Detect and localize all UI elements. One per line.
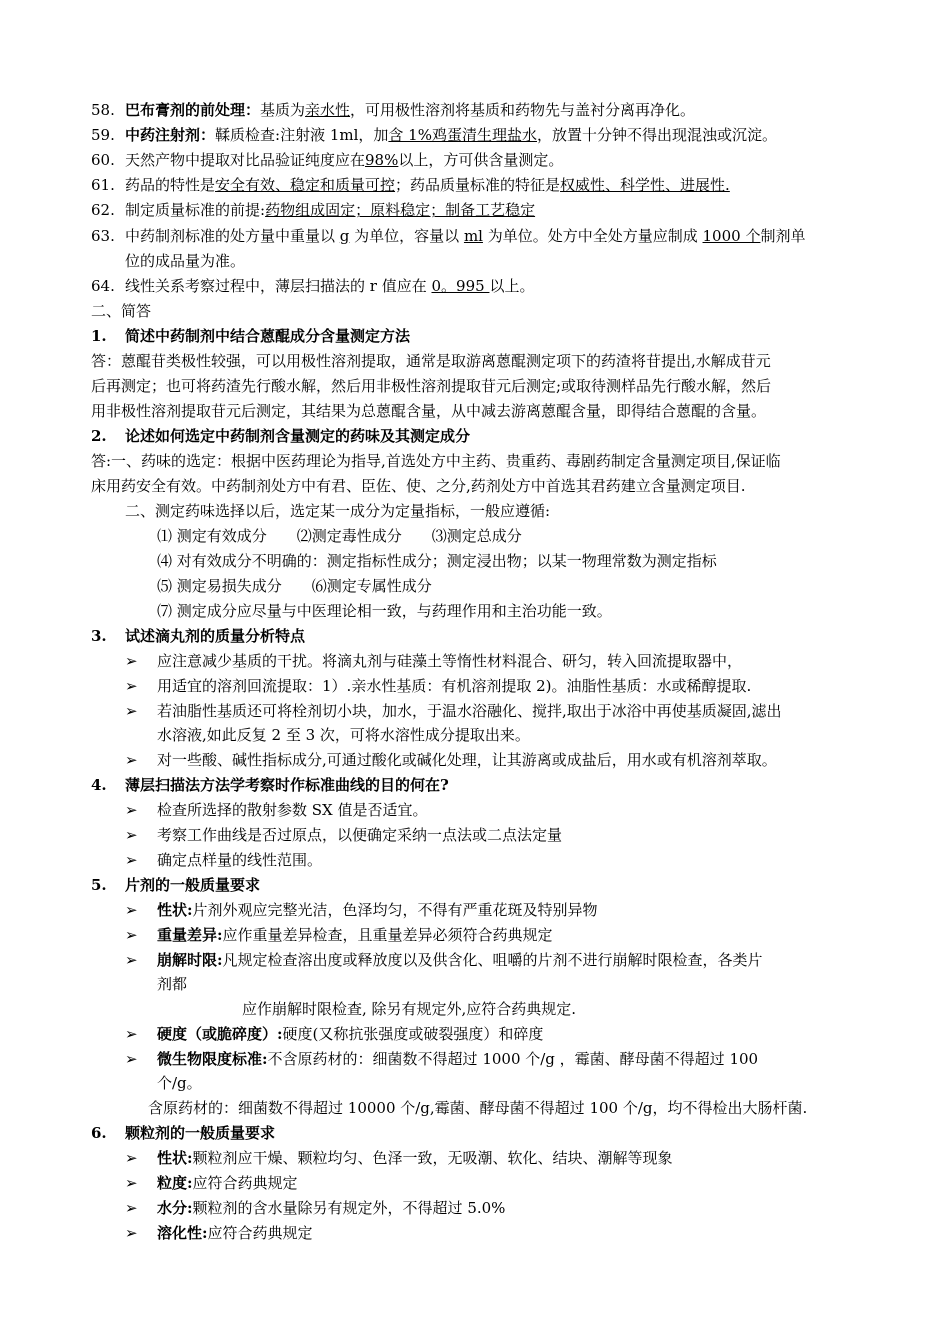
criteria-item: ⑷ 对有效成分不明确的：测定指标性成分；测定浸出物；以某一物理常数为测定指标 xyxy=(157,552,717,570)
question-number: 2. xyxy=(91,427,107,445)
question-1-title xyxy=(91,324,410,348)
bullet-body: 片剂外观应完整光洁，色泽均匀，不得有严重花斑及特别异物 xyxy=(192,901,598,919)
bullet-text: 个/g。 xyxy=(157,1074,202,1092)
item-text: 药品的特性是 xyxy=(125,176,216,194)
bullet-body: 不含原药材的：细菌数不得超过 1000 个/g ，霉菌、酵母菌不得超过 100 xyxy=(267,1050,759,1068)
item-60 xyxy=(91,148,563,172)
question-title: 薄层扫描法方法学考察时作标准曲线的目的何在? xyxy=(125,776,449,794)
underlined-answer: 安全有效、稳定和质量可控 xyxy=(215,176,396,194)
underlined-answer: 亲水性 xyxy=(305,101,351,119)
bullet-label: 性状: xyxy=(157,901,193,919)
bullet-arrow-icon: ➢ xyxy=(125,1199,138,1217)
question-title: 颗粒剂的一般质量要求 xyxy=(125,1124,276,1142)
item-text: 线性关系考察过程中，薄层扫描法的 r 值应在 xyxy=(125,277,432,295)
bullet-arrow-icon: ➢ xyxy=(125,801,138,819)
bullet-arrow-icon: ➢ xyxy=(125,1050,138,1068)
item-number: 64. xyxy=(91,277,115,295)
item-63 xyxy=(91,224,805,248)
bullet-text xyxy=(157,948,763,972)
question-number: 4. xyxy=(91,776,107,794)
bullet-label: 水分: xyxy=(157,1199,193,1217)
item-label: 巴布膏剂的前处理： xyxy=(125,101,261,119)
question-2-title xyxy=(91,424,470,448)
question-number: 3. xyxy=(91,627,107,645)
question-number: 6. xyxy=(91,1124,107,1142)
bullet-arrow-icon: ➢ xyxy=(125,1025,138,1043)
bullet-text: 水溶液,如此反复 2 至 3 次，可将水溶性成分提取出来。 xyxy=(157,726,530,744)
question-4-title xyxy=(91,773,449,797)
bullet-body: 凡规定检查溶出度或释放度以及供含化、咀嚼的片剂不进行崩解时限检查，各类片 xyxy=(222,951,763,969)
bullet-arrow-icon: ➢ xyxy=(125,926,138,944)
item-number: 60. xyxy=(91,151,115,169)
item-number: 58. xyxy=(91,101,115,119)
criteria-item: ⑸ 测定易损失成分 xyxy=(157,577,282,595)
item-58 xyxy=(91,98,695,122)
item-text: ；药品质量标准的特征是 xyxy=(395,176,561,194)
question-number: 1. xyxy=(91,327,107,345)
item-text: 以上，方可供含量测定。 xyxy=(398,151,564,169)
item-label: 中药注射剂： xyxy=(125,126,216,144)
bullet-body: 硬度(又称抗张强度或破裂强度）和碎度 xyxy=(282,1025,544,1043)
bullet-body: 应符合药典规定 xyxy=(207,1224,313,1242)
bullet-arrow-icon: ➢ xyxy=(125,1174,138,1192)
answer-line: 二、测定药味选择以后，选定某一成分为定量指标，一般应遵循: xyxy=(125,502,551,520)
bullet-label: 崩解时限: xyxy=(157,951,223,969)
question-title: 片剂的一般质量要求 xyxy=(125,876,261,894)
bullet-arrow-icon: ➢ xyxy=(125,826,138,844)
question-title: 试述滴丸剂的质量分析特点 xyxy=(125,627,306,645)
criteria-item: ⑹测定专属性成分 xyxy=(311,577,432,595)
answer-line: 用非极性溶剂提取苷元后测定，其结果为总蒽醌含量，从中减去游离蒽醌含量，即得结合蒽醌的含量。 xyxy=(91,402,767,420)
underlined-answer: 药物组成固定；原料稳定；制备工艺稳定 xyxy=(265,201,536,219)
item-text: 鞣质检查:注射液 1ml，加 xyxy=(215,126,389,144)
bullet-text: 应注意减少基质的干扰。将滴丸剂与硅藻土等惰性材料混合、研匀，转入回流提取器中， xyxy=(157,652,743,670)
question-title: 论述如何选定中药制剂含量测定的药味及其测定成分 xyxy=(125,427,471,445)
bullet-label: 微生物限度标准: xyxy=(157,1050,268,1068)
item-text: 中药制剂标准的处方量中重量以 xyxy=(125,227,340,245)
bullet-label: 重量差异: xyxy=(157,926,223,944)
item-text: ，放置十分钟不得出现混浊或沉淀。 xyxy=(536,126,777,144)
item-text: 制剂单 xyxy=(760,227,806,245)
question-5-title xyxy=(91,873,260,897)
answer-line: 答:一、药味的选定：根据中医药理论为指导,首选处方中主药、贵重药、毒剧药制定含量测定项目,保证临 xyxy=(91,452,781,470)
item-text: 基质为 xyxy=(260,101,306,119)
underlined-answer: 98% xyxy=(365,151,399,169)
answer-line: 答：蒽醌苷类极性较强，可以用极性溶剂提取，通常是取游离蒽醌测定项下的药渣将苷提出,水解成苷元 xyxy=(91,352,771,370)
bullet-arrow-icon: ➢ xyxy=(125,1149,138,1167)
answer-line: 床用药安全有效。中药制剂处方中有君、臣佐、使、之分,药剂处方中首选其君药建立含量测定项目. xyxy=(91,477,746,495)
underlined-answer: ml xyxy=(463,227,483,245)
bullet-text xyxy=(157,1022,543,1046)
item-text: 制定质量标准的前提: xyxy=(125,201,266,219)
criteria-item: ⑶测定总成分 xyxy=(431,527,522,545)
criteria-line xyxy=(157,524,522,548)
bullet-body: 应符合药典规定 xyxy=(192,1174,298,1192)
bullet-text xyxy=(157,923,553,947)
question-title: 简述中药制剂中结合蒽醌成分含量测定方法 xyxy=(125,327,411,345)
item-59 xyxy=(91,123,777,147)
bullet-text: 考察工作曲线是否过原点，以便确定采纳一点法或二点法定量 xyxy=(157,826,563,844)
bullet-text: 含原药材的：细菌数不得超过 10000 个/g,霉菌、酵母菌不得超过 100 个/g，均不得检出大肠杆菌. xyxy=(148,1099,808,1117)
bullet-body: 颗粒剂应干燥、颗粒均匀、色泽一致，无吸潮、软化、结块、潮解等现象 xyxy=(192,1149,673,1167)
bullet-text: 若油脂性基质还可将栓剂切小块，加水，于温水浴融化、搅拌,取出于冰浴中再使基质凝固,滤出 xyxy=(157,702,782,720)
underlined-answer: g xyxy=(339,227,350,245)
bullet-arrow-icon: ➢ xyxy=(125,1224,138,1242)
item-number: 61. xyxy=(91,176,115,194)
item-62 xyxy=(91,198,535,222)
item-text: 以上。 xyxy=(489,277,535,295)
bullet-label: 性状: xyxy=(157,1149,193,1167)
question-6-title xyxy=(91,1121,275,1145)
criteria-line xyxy=(157,574,432,598)
item-number: 62. xyxy=(91,201,115,219)
bullet-text xyxy=(157,1221,313,1245)
question-3-title xyxy=(91,624,305,648)
item-number: 63. xyxy=(91,227,115,245)
item-61 xyxy=(91,173,730,197)
question-number: 5. xyxy=(91,876,107,894)
criteria-item: ⑴ 测定有效成分 xyxy=(157,527,267,545)
bullet-arrow-icon: ➢ xyxy=(125,751,138,769)
item-63-continuation: 位的成品量为准。 xyxy=(125,252,246,270)
bullet-arrow-icon: ➢ xyxy=(125,652,138,670)
bullet-text: 应作崩解时限检查, 除另有规定外,应符合药典规定. xyxy=(242,1000,577,1018)
underlined-answer: 1000 个 xyxy=(702,227,761,245)
criteria-item: ⑺ 测定成分应尽量与中医理论相一致，与药理作用和主治功能一致。 xyxy=(157,602,612,620)
item-text: 为单位，容量以 xyxy=(349,227,464,245)
underlined-answer: 权威性、科学性、进展性. xyxy=(560,176,730,194)
bullet-text: 检查所选择的散射参数 SX 值是否适宜。 xyxy=(157,801,428,819)
bullet-text: 剂都 xyxy=(157,975,188,993)
item-text: 为单位。处方中全处方量应制成 xyxy=(482,227,703,245)
item-number: 59. xyxy=(91,126,115,144)
bullet-text xyxy=(157,898,598,922)
section-heading: 二、简答 xyxy=(91,302,152,320)
bullet-text xyxy=(157,1171,298,1195)
underlined-answer: 0。995 xyxy=(431,277,490,295)
bullet-label: 溶化性: xyxy=(157,1224,208,1242)
bullet-text xyxy=(157,1146,673,1170)
answer-line: 后再测定；也可将药渣先行酸水解，然后用非极性溶剂提取苷元后测定;或取待测样品先行酸水解，然后 xyxy=(91,377,772,395)
bullet-arrow-icon: ➢ xyxy=(125,901,138,919)
bullet-text: 确定点样量的线性范围。 xyxy=(157,851,323,869)
bullet-arrow-icon: ➢ xyxy=(125,951,138,969)
bullet-arrow-icon: ➢ xyxy=(125,677,138,695)
bullet-label: 粒度: xyxy=(157,1174,193,1192)
criteria-item: ⑵测定毒性成分 xyxy=(296,527,402,545)
bullet-arrow-icon: ➢ xyxy=(125,851,138,869)
bullet-body: 颗粒剂的含水量除另有规定外，不得超过 5.0% xyxy=(192,1199,506,1217)
item-text: ，可用极性溶剂将基质和药物先与盖衬分离再净化。 xyxy=(350,101,696,119)
bullet-body: 应作重量差异检查，且重量差异必须符合药典规定 xyxy=(222,926,553,944)
bullet-text xyxy=(157,1047,758,1071)
bullet-text xyxy=(157,1196,505,1220)
bullet-label: 硬度（或脆碎度）: xyxy=(157,1025,283,1043)
item-text: 天然产物中提取对比品验证纯度应在 xyxy=(125,151,366,169)
item-64 xyxy=(91,274,534,298)
bullet-arrow-icon: ➢ xyxy=(125,702,138,720)
bullet-text: 用适宜的溶剂回流提取：1）.亲水性基质：有机溶剂提取 2)。油脂性基质：水或稀醇提取. xyxy=(157,677,752,695)
underlined-answer: 含 1%鸡蛋清生理盐水 xyxy=(388,126,537,144)
bullet-text: 对一些酸、碱性指标成分,可通过酸化或碱化处理，让其游离或成盐后，用水或有机溶剂萃取。 xyxy=(157,751,777,769)
